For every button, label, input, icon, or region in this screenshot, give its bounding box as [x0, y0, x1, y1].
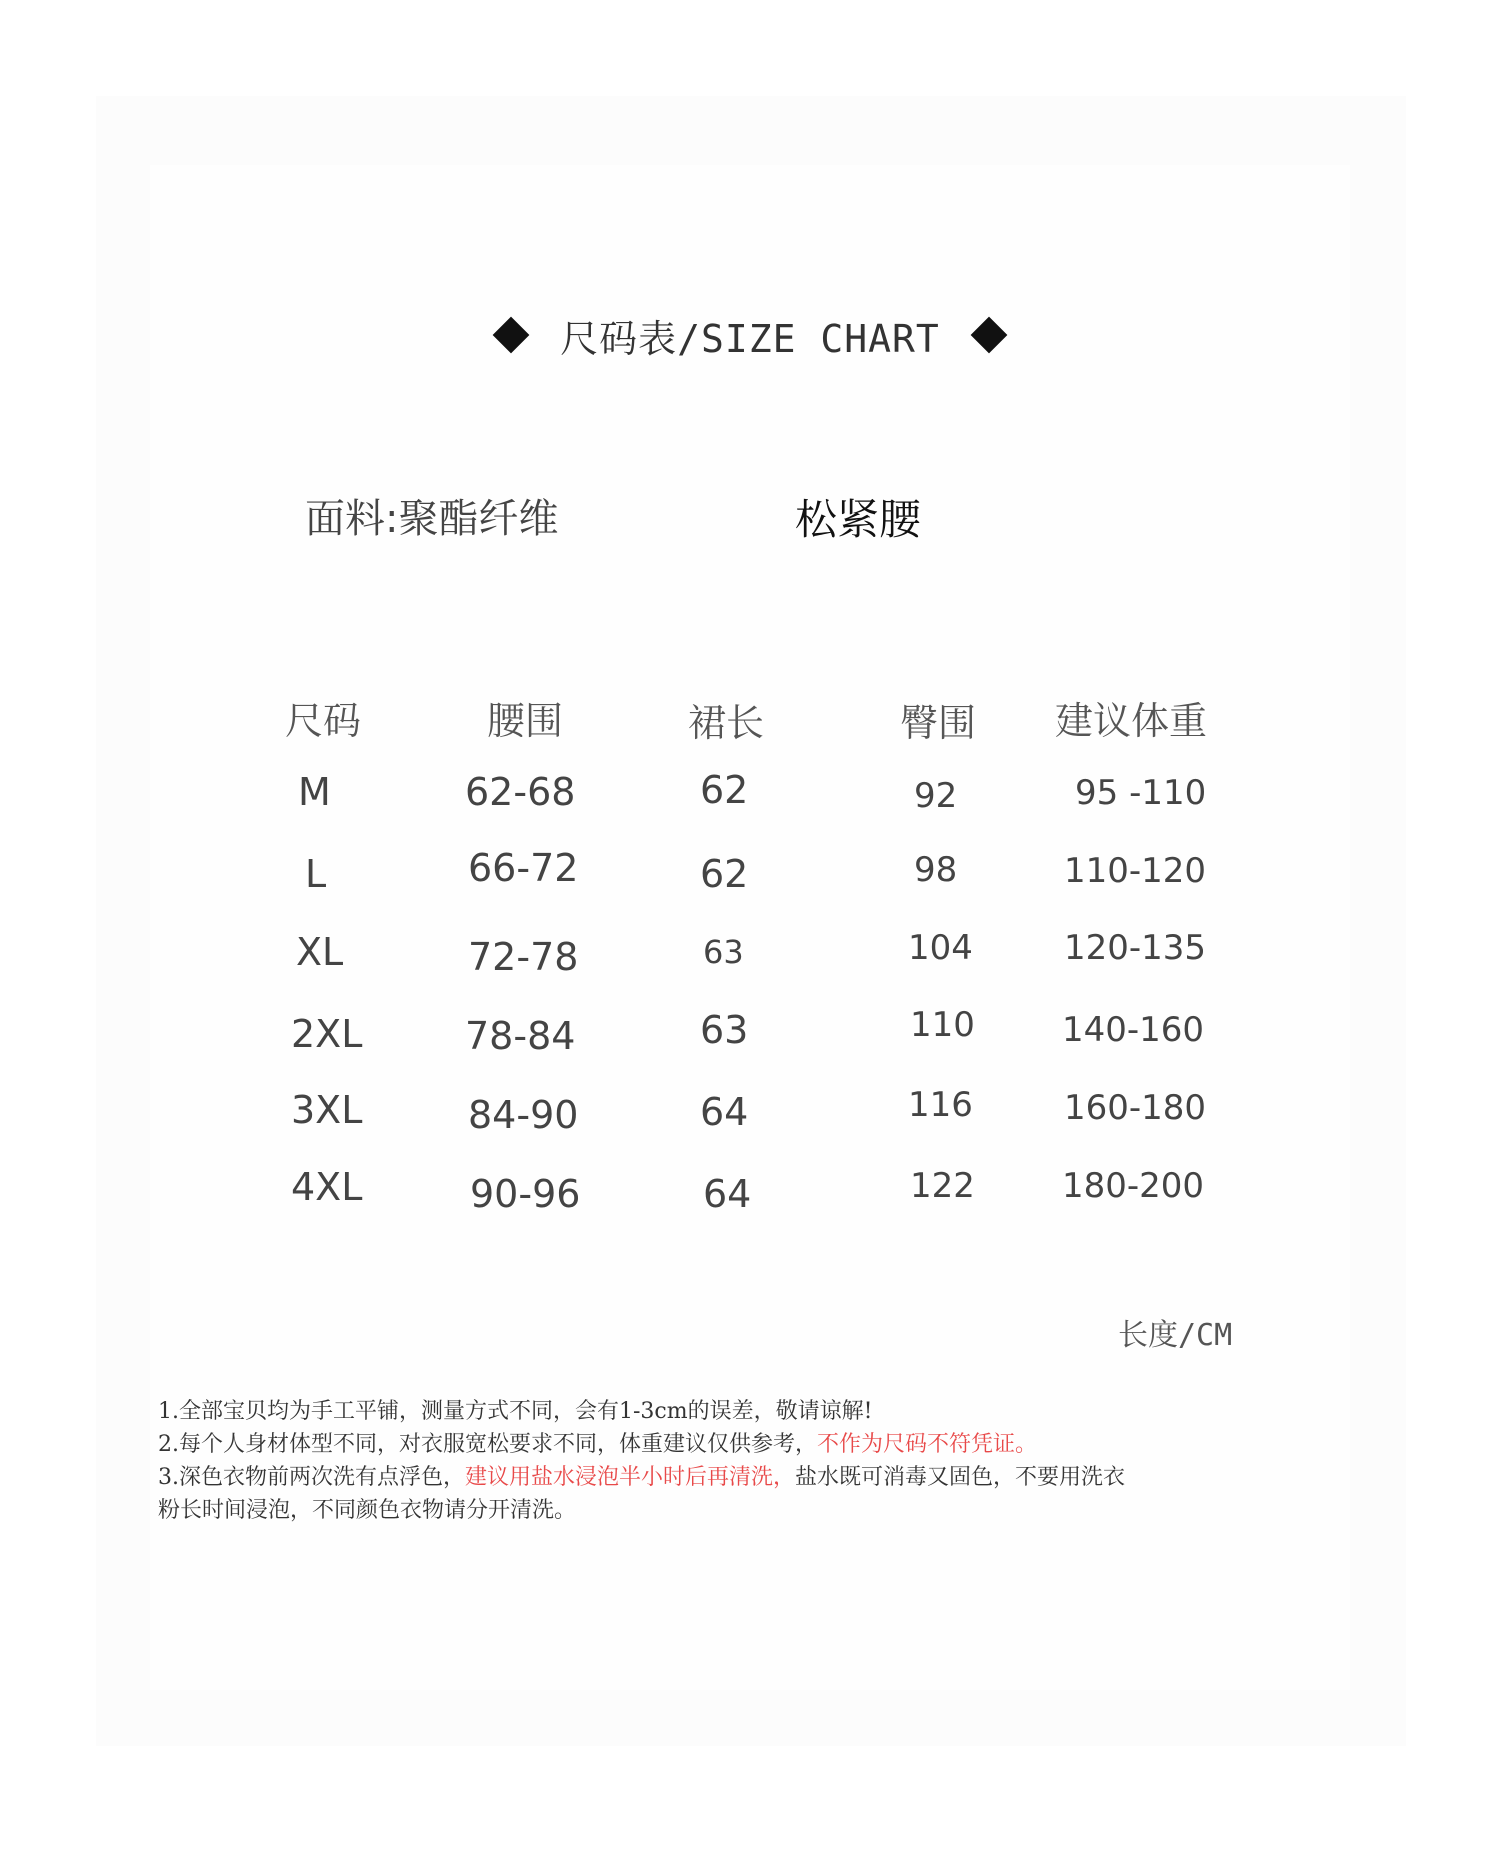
table-cell: 110-120: [1064, 851, 1207, 891]
table-cell: XL: [296, 930, 344, 974]
table-cell: 63: [700, 1008, 749, 1052]
diamond-icon: [493, 317, 530, 354]
table-cell: 180-200: [1062, 1166, 1205, 1206]
note-3: [158, 1461, 1318, 1494]
table-cell: L: [305, 852, 327, 896]
table-cell: 98: [914, 850, 958, 890]
table-cell: 62: [700, 852, 749, 896]
waist-type-label: 松紧腰: [795, 495, 922, 544]
table-cell: 3XL: [291, 1088, 363, 1132]
fabric-label: 面料:聚酯纤维: [305, 496, 559, 542]
diamond-icon: [970, 317, 1007, 354]
table-cell: 90-96: [470, 1172, 581, 1216]
notes-section: [158, 1395, 1318, 1527]
table-cell: 122: [910, 1166, 975, 1206]
table-cell: 4XL: [291, 1165, 363, 1209]
table-cell: 92: [914, 776, 958, 816]
size-chart-header: [0, 300, 1500, 370]
table-cell: 62: [700, 768, 749, 812]
table-cell: 95 -110: [1075, 773, 1207, 813]
note-1: 1.全部宝贝均为手工平铺，测量方式不同，会有1-3cm的误差，敬请谅解!: [158, 1399, 873, 1424]
table-cell: 160-180: [1064, 1088, 1207, 1128]
page-title: 尺码表/SIZE CHART: [560, 316, 940, 361]
table-cell: 72-78: [468, 935, 579, 979]
header-hip: 臀围: [900, 701, 977, 745]
header-waist: 腰围: [487, 699, 564, 743]
note-3-continued: 粉长时间浸泡，不同颜色衣物请分开清洗。: [158, 1498, 577, 1523]
note-2-highlight: 不作为尺码不符凭证。: [817, 1432, 1038, 1457]
table-cell: 116: [908, 1085, 973, 1125]
table-cell: 64: [700, 1090, 749, 1134]
table-cell: 104: [908, 928, 973, 968]
header-weight: 建议体重: [1055, 699, 1208, 743]
table-cell: M: [298, 770, 331, 814]
table-cell: 2XL: [291, 1012, 363, 1056]
table-cell: 78-84: [465, 1014, 576, 1058]
note-2-text: 2.每个人身材体型不同，对衣服宽松要求不同，体重建议仅供参考，: [158, 1432, 817, 1457]
note-2: [158, 1428, 1318, 1461]
unit-label: 长度/CM: [1118, 1318, 1233, 1353]
header-size: 尺码: [285, 699, 362, 743]
header-skirt-length: 裙长: [688, 701, 765, 745]
table-cell: 140-160: [1062, 1010, 1205, 1050]
table-cell: 120-135: [1064, 928, 1207, 968]
table-cell: 84-90: [468, 1093, 579, 1137]
table-cell: 66-72: [468, 846, 579, 890]
table-cell: 63: [703, 933, 744, 971]
note-3-text-end: 盐水既可消毒又固色，不要用洗衣: [795, 1465, 1126, 1490]
table-cell: 110: [910, 1005, 975, 1045]
table-cell: 62-68: [465, 770, 576, 814]
note-3-highlight: 建议用盐水浸泡半小时后再清洗，: [465, 1465, 796, 1490]
table-cell: 64: [703, 1172, 752, 1216]
note-3-text: 3.深色衣物前两次洗有点浮色，: [158, 1465, 465, 1490]
